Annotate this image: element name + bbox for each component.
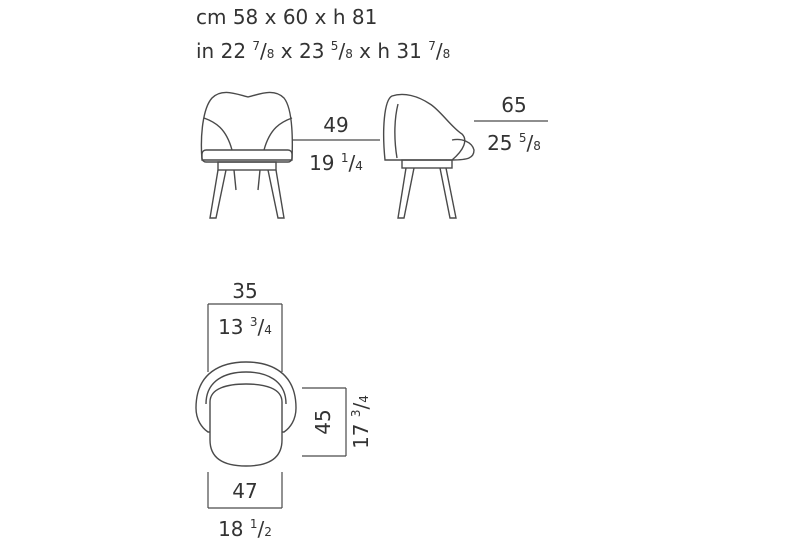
- svg-text:35: 35: [232, 279, 258, 303]
- svg-text:45: 45: [311, 409, 335, 435]
- seat-height-dimension: [292, 113, 380, 175]
- seat-depth-dimension: [302, 388, 373, 456]
- svg-text:49: 49: [323, 113, 349, 137]
- arm-height-dimension: [474, 93, 548, 155]
- outer-width-dimension: [208, 472, 282, 541]
- svg-text:25 5/8: 25 $^5$/8: [487, 131, 541, 155]
- svg-text:65: 65: [501, 93, 527, 117]
- chair-side-view: [384, 94, 474, 218]
- overall-dimensions-imperial: in 22 $^7$/8 x 23 $^5$/8 x h 31 $^7$/8: [196, 39, 451, 63]
- svg-text:18 1/2: 18 $^1$/2: [218, 517, 272, 541]
- svg-text:19 1/4: 19 $^1$/4: [309, 151, 363, 175]
- svg-text:47: 47: [232, 479, 258, 503]
- svg-text:13 3/4: 13 $^3$/4: [218, 315, 272, 339]
- chair-top-view: [196, 362, 296, 466]
- overall-dimensions-metric: cm 58 x 60 x h 81: [196, 5, 378, 29]
- chair-front-view: [201, 92, 292, 218]
- inner-width-dimension: [208, 279, 282, 372]
- svg-text:17 3/4: 17 $^3$/4: [349, 395, 373, 449]
